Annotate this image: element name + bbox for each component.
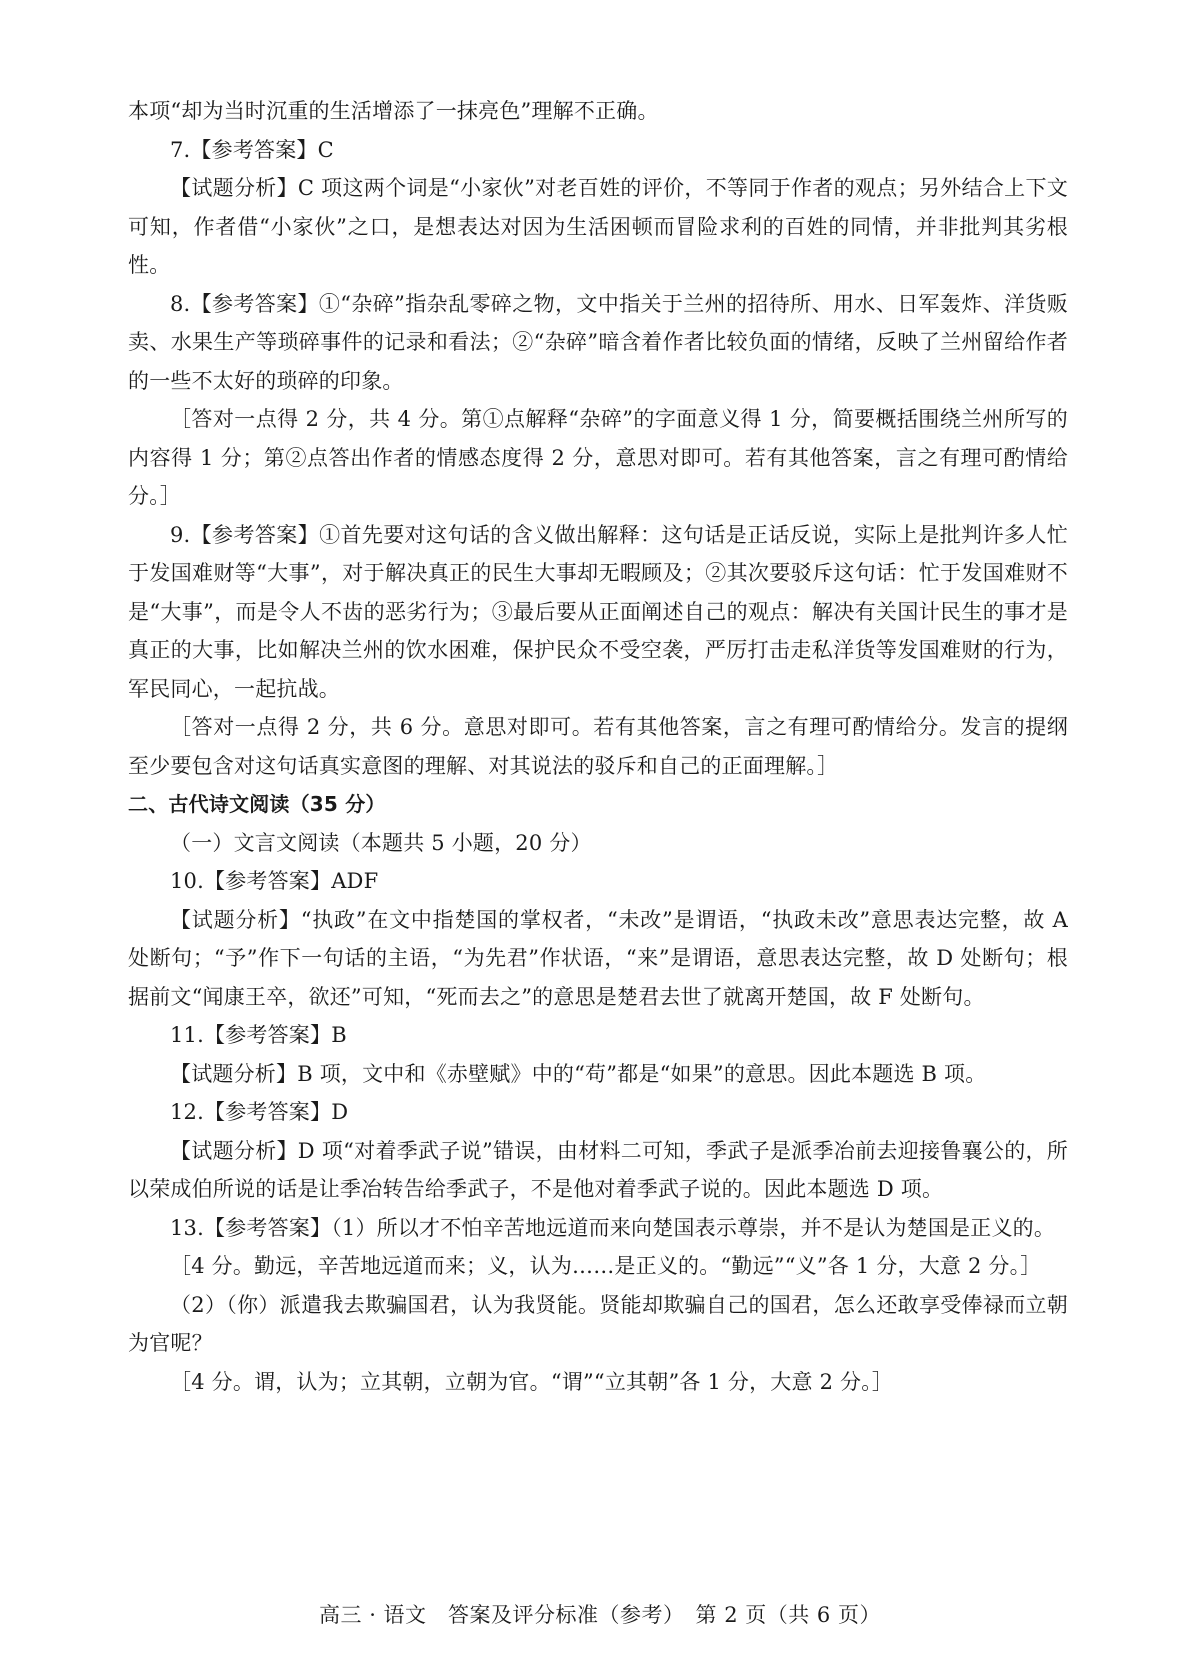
paragraph-0: 本项“却为当时沉重的生活增添了一抹亮色”理解不正确。 (128, 99, 659, 123)
answer-13-1: 13.【参考答案】（1）所以才不怕辛苦地远道而来向楚国表示尊崇，并不是认为楚国是正义的。 (170, 1215, 1056, 1240)
answer-13-2: （2）（你）派遣我去欺骗国君，认为我贤能。贤能却欺骗自己的国君，怎么还敢享受俸禄而立朝为官呢？ (128, 1292, 1068, 1355)
analysis-10: 【试题分析】“执政”在文中指楚国的掌权者，“未改”是谓语，“执政未改”意思表达完整，故 A 处断句；“予”作下一句话的主语，“为先君”作状语，“来”是谓语，意思表达完整，故 D 处断句；根据前文“闻康王卒，欲还”可知，“死而去之”的意思是楚君去世了就离开楚国，故 F 处断句。 (128, 907, 1068, 1009)
scoring-8: ［答对一点得 2 分，共 4 分。第①点解释“杂碎”的字面意义得 1 分，简要概括围绕兰州所写的内容得 1 分；第②点答出作者的情感态度得 2 分，意思对即可。若有其他答案，言之有理可酌情给分。］ (128, 407, 1068, 508)
analysis-11: 【试题分析】B 项，文中和《赤壁赋》中的“苟”都是“如果”的意思。因此本题选 B 项。 (170, 1061, 987, 1086)
subsection-heading: （一）文言文阅读（本题共 5 小题，20 分） (170, 830, 592, 855)
page-body (128, 92, 1068, 1401)
scoring-13-1: ［4 分。勤远，辛苦地远道而来；义，认为……是正义的。“勤远”“义”各 1 分，大意 2 分。］ (170, 1254, 1042, 1278)
analysis-7: 【试题分析】C 项这两个词是“小家伙”对老百姓的评价，不等同于作者的观点；另外结合上下文可知，作者借“小家伙”之口，是想表达对因为生活困顿而冒险求利的百姓的同情，并非批判其劣根性。 (128, 176, 1068, 277)
section-heading: 二、古代诗文阅读（35 分） (128, 792, 386, 816)
answer-8: 8.【参考答案】①“杂碎”指杂乱零碎之物，文中指关于兰州的招待所、用水、日军轰炸、洋货贩卖、水果生产等琐碎事件的记录和看法；②“杂碎”暗含着作者比较负面的情绪，反映了兰州留给作者的一些不太好的琐碎的印象。 (128, 291, 1068, 393)
answer-11: 11.【参考答案】B (170, 1023, 347, 1047)
page-footer: 高三 · 语文 答案及评分标准（参考） 第 2 页（共 6 页） (319, 1603, 881, 1627)
analysis-12: 【试题分析】D 项“对着季武子说”错误，由材料二可知，季武子是派季冶前去迎接鲁襄公的，所以荣成伯所说的话是让季冶转告给季武子，不是他对着季武子说的。因此本题选 D 项。 (128, 1138, 1068, 1201)
answer-7: 7.【参考答案】C (170, 137, 334, 162)
answer-10: 10.【参考答案】ADF (170, 869, 379, 893)
scoring-13-2: ［4 分。谓，认为；立其朝，立朝为官。“谓”“立其朝”各 1 分，大意 2 分。］ (170, 1369, 894, 1394)
answer-9: 9.【参考答案】①首先要对这句话的含义做出解释：这句话是正话反说，实际上是批判许多人忙于发国难财等“大事”，对于解决真正的民生大事却无暇顾及；②其次要驳斥这句话：忙于发国难财不是“大事”，而是令人不齿的恶劣行为；③最后要从正面阐述自己的观点：解决有关国计民生的事才是真正的大事，比如解决兰州的饮水困难，保护民众不受空袭，严厉打击走私洋货等发国难财的行为，军民同心，一起抗战。 (128, 522, 1068, 701)
scoring-9: ［答对一点得 2 分，共 6 分。意思对即可。若有其他答案，言之有理可酌情给分。发言的提纲至少要包含对这句话真实意图的理解、对其说法的驳斥和自己的正面理解。］ (128, 715, 1068, 778)
answer-12: 12.【参考答案】D (170, 1100, 349, 1124)
